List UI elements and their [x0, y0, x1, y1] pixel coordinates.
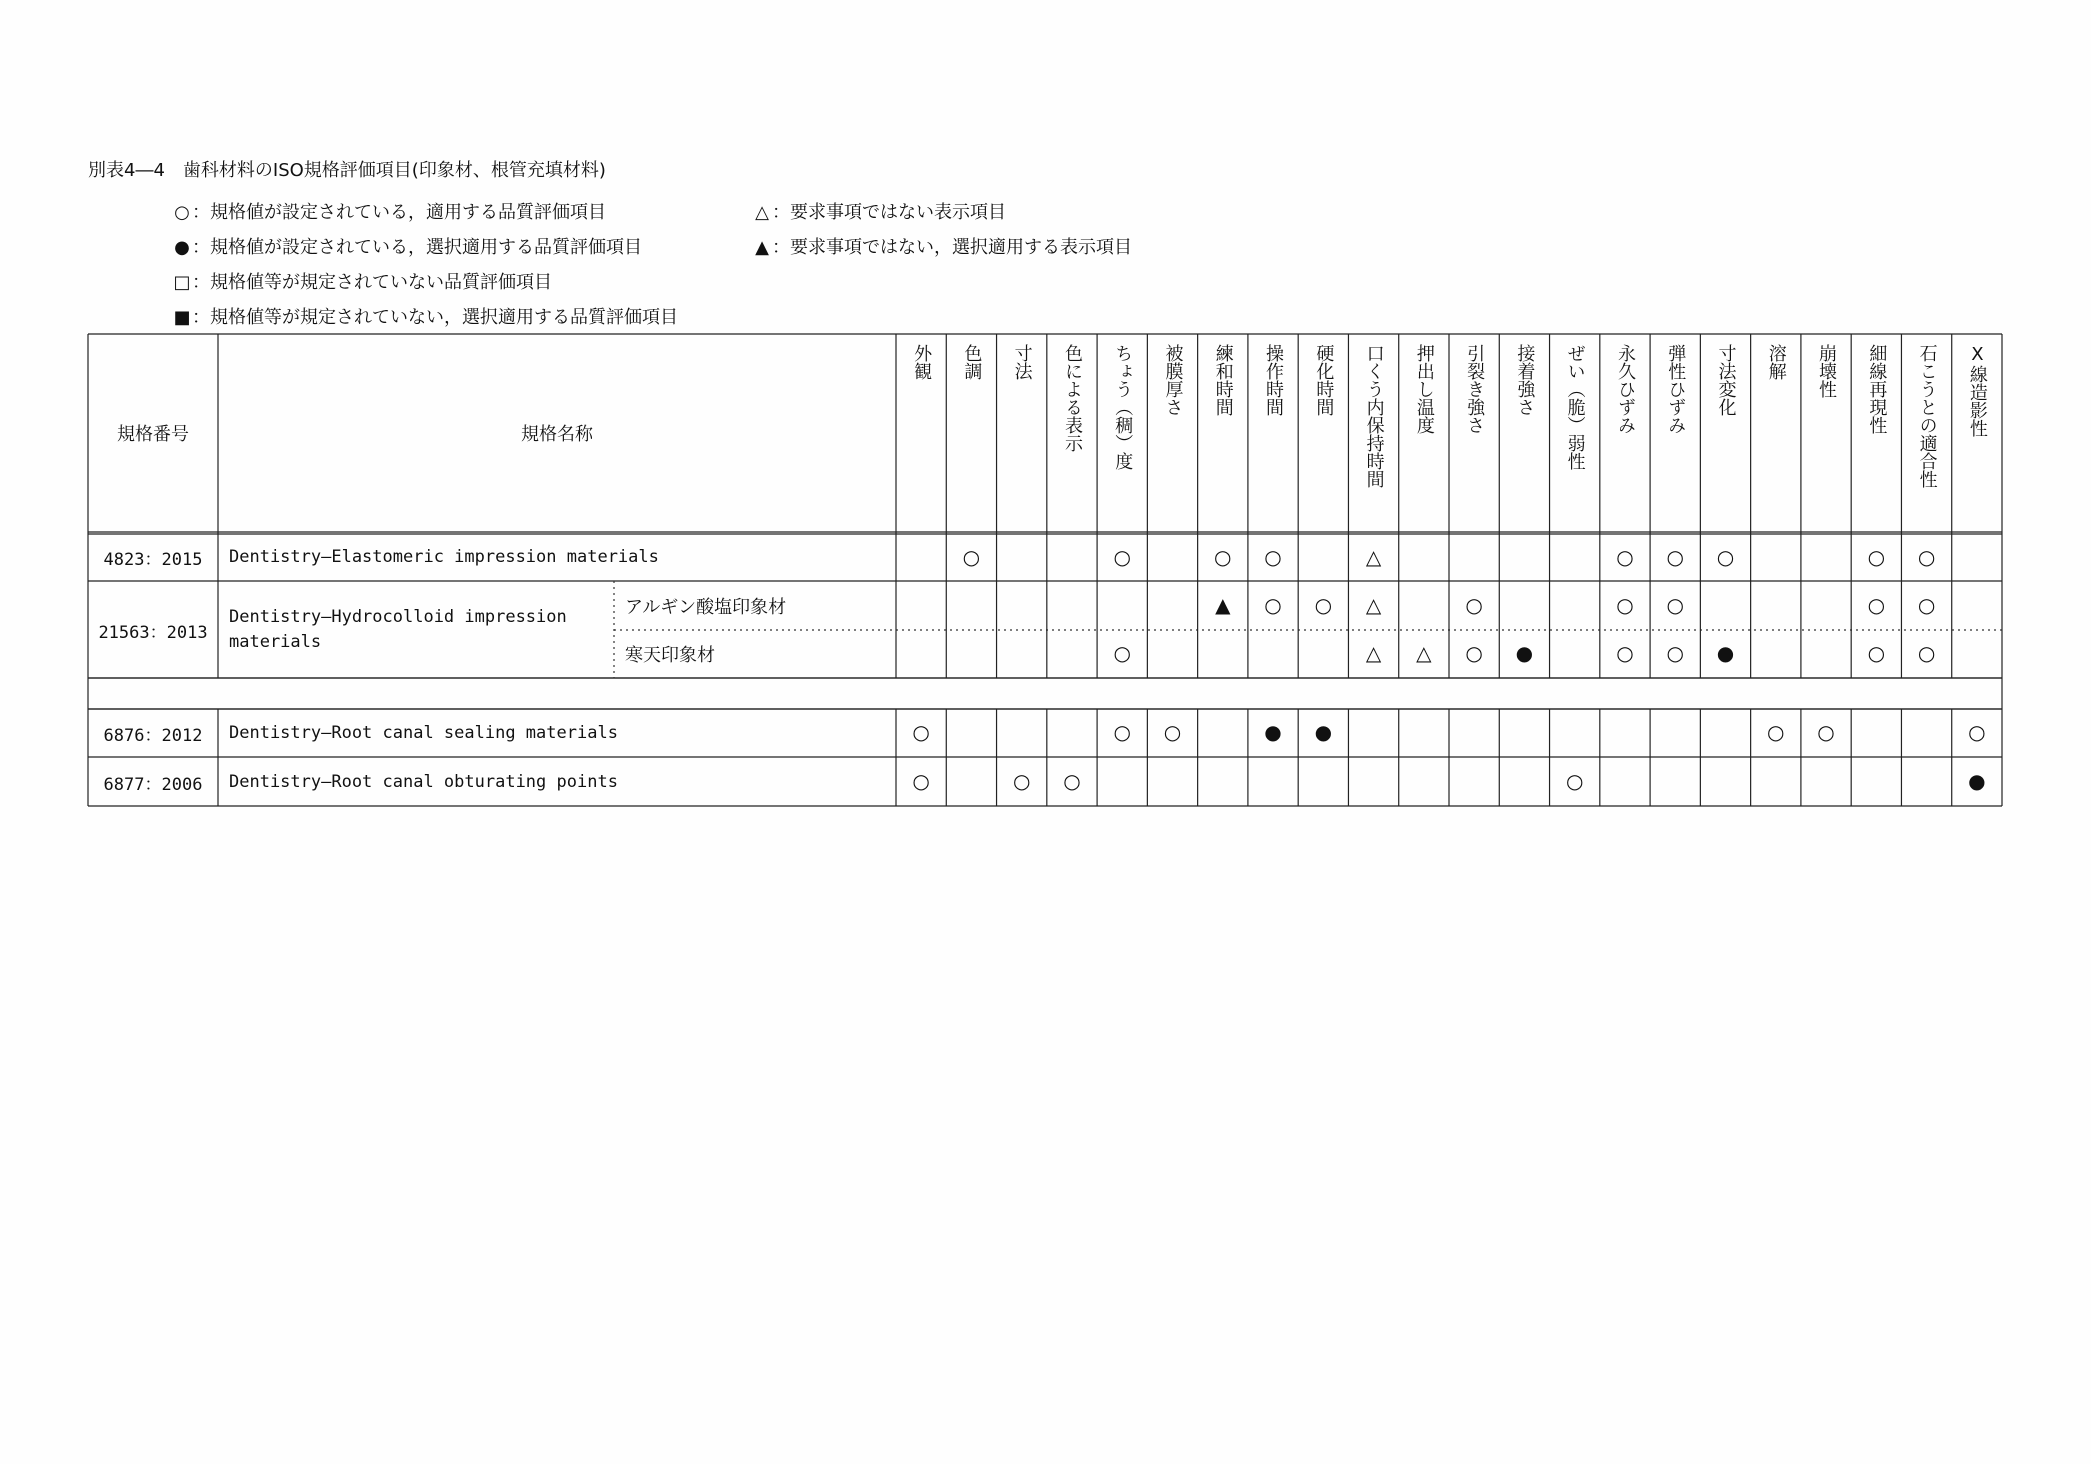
item-header: 細線再現性 — [1866, 344, 1888, 434]
row-6876-number: 6876：2012 — [103, 725, 203, 746]
evaluation-mark: ○ — [1616, 592, 1634, 617]
evaluation-mark: ● — [1716, 641, 1735, 665]
evaluation-mark: ○ — [1666, 641, 1684, 665]
header-standard-name: 規格名称 — [521, 424, 593, 445]
evaluation-mark: ○ — [1616, 641, 1634, 665]
item-header: 操作時間 — [1263, 344, 1285, 416]
evaluation-mark: ○ — [1867, 544, 1886, 569]
row-21563-sub-alginate: アルギン酸塩印象材 — [625, 597, 787, 618]
item-header: 弾性ひずみ — [1665, 344, 1687, 434]
row-21563-name: Dentistry―Hydrocolloid impression materials — [229, 607, 567, 652]
item-header: 被膜厚さ — [1162, 344, 1184, 416]
filled-square-icon: ■ — [173, 307, 191, 328]
item-header: 溶解 — [1765, 344, 1787, 380]
item-header: 押出し温度 — [1413, 344, 1435, 434]
evaluation-mark: △ — [1365, 544, 1382, 569]
evaluation-mark: ○ — [1264, 544, 1282, 569]
evaluation-mark: ○ — [1465, 592, 1483, 617]
item-header: 外観 — [911, 344, 933, 380]
evaluation-mark: ○ — [1465, 641, 1483, 665]
evaluation-mark: ○ — [1968, 720, 1986, 744]
evaluation-mark: ○ — [1867, 641, 1886, 665]
legend-text: ：要求事項ではない，選択適用する表示項目 — [772, 237, 1132, 258]
evaluation-mark: ● — [1515, 641, 1534, 665]
row-4823-number: 4823：2015 — [103, 549, 203, 570]
item-header: 永久ひずみ — [1614, 344, 1636, 434]
evaluation-mark: ● — [1314, 720, 1333, 744]
evaluation-mark: ○ — [912, 720, 930, 744]
legend-text: ：規格値が設定されている，選択適用する品質評価項目 — [192, 237, 642, 258]
open-triangle-icon: △ — [755, 202, 769, 223]
evaluation-mark: ○ — [1767, 720, 1785, 744]
item-header: 接着強さ — [1514, 344, 1536, 416]
row-4823-name: Dentistry―Elastomeric impression materials — [229, 547, 659, 567]
item-header: 硬化時間 — [1313, 344, 1335, 416]
item-header: 色による表示 — [1061, 344, 1083, 452]
legend-text: ：規格値等が規定されていない品質評価項目 — [192, 272, 552, 293]
evaluation-mark: △ — [1365, 592, 1382, 617]
header-standard-number: 規格番号 — [117, 424, 189, 445]
evaluation-mark: ○ — [1917, 641, 1936, 665]
evaluation-mark: ○ — [1917, 592, 1936, 617]
evaluation-mark: ○ — [1163, 720, 1182, 744]
row-6877-name: Dentistry―Root canal obturating points — [229, 772, 618, 792]
evaluation-mark: ○ — [1314, 592, 1333, 617]
evaluation-mark: ○ — [1616, 544, 1634, 569]
item-header: 練和時間 — [1212, 344, 1234, 416]
item-header: 寸法 — [1011, 344, 1033, 380]
open-square-icon: □ — [173, 272, 191, 293]
evaluation-mark: ○ — [1113, 641, 1131, 665]
row-21563-sub-agar: 寒天印象材 — [625, 645, 715, 666]
evaluation-mark: ○ — [1063, 768, 1081, 793]
evaluation-mark: ○ — [962, 544, 981, 569]
item-header: 口くう内保持時間 — [1363, 344, 1385, 488]
item-header: 寸法変化 — [1715, 344, 1737, 416]
evaluation-mark: ○ — [1867, 592, 1886, 617]
evaluation-mark: ○ — [1817, 720, 1835, 744]
evaluation-mark: ○ — [1666, 592, 1684, 617]
evaluation-mark: △ — [1365, 641, 1382, 665]
legend-text: ：規格値が設定されている，適用する品質評価項目 — [192, 202, 606, 223]
evaluation-mark: △ — [1416, 641, 1432, 665]
evaluation-mark: ○ — [1012, 768, 1031, 793]
evaluation-mark: ● — [1264, 720, 1282, 744]
item-header: 石こうとの適合性 — [1916, 344, 1938, 488]
evaluation-mark: ○ — [912, 768, 930, 793]
filled-circle-icon: ● — [174, 237, 190, 258]
item-header: 色調 — [961, 344, 983, 380]
evaluation-mark: ○ — [1264, 592, 1282, 617]
item-header: 崩壊性 — [1816, 344, 1838, 398]
evaluation-mark: ○ — [1666, 544, 1684, 569]
item-header: ぜい（脆）弱性 — [1564, 344, 1586, 470]
legend-text: ：規格値等が規定されていない，選択適用する品質評価項目 — [192, 307, 678, 328]
row-6877-number: 6877：2006 — [103, 774, 203, 795]
evaluation-mark: ○ — [1214, 544, 1232, 569]
item-header: X線造影性 — [1966, 344, 1988, 437]
evaluation-mark: ○ — [1565, 768, 1584, 793]
evaluation-mark: ● — [1968, 768, 1986, 793]
filled-triangle-icon: ▲ — [755, 237, 769, 258]
open-circle-icon: ○ — [174, 202, 190, 223]
evaluation-mark: ○ — [1716, 544, 1735, 569]
evaluation-mark: ▲ — [1215, 592, 1231, 617]
page-title: 別表4―4 歯科材料のISO規格評価項目(印象材、根管充填材料) — [88, 160, 606, 181]
evaluation-mark: ○ — [1113, 544, 1131, 569]
legend-text: ：要求事項ではない表示項目 — [772, 202, 1006, 223]
item-header: ちょう（稠）度 — [1112, 344, 1134, 470]
row-21563-number: 21563：2013 — [98, 622, 208, 643]
evaluation-mark: ○ — [1917, 544, 1936, 569]
row-6876-name: Dentistry―Root canal sealing materials — [229, 723, 618, 743]
item-header: 引裂き強さ — [1464, 344, 1486, 434]
evaluation-mark: ○ — [1113, 720, 1131, 744]
